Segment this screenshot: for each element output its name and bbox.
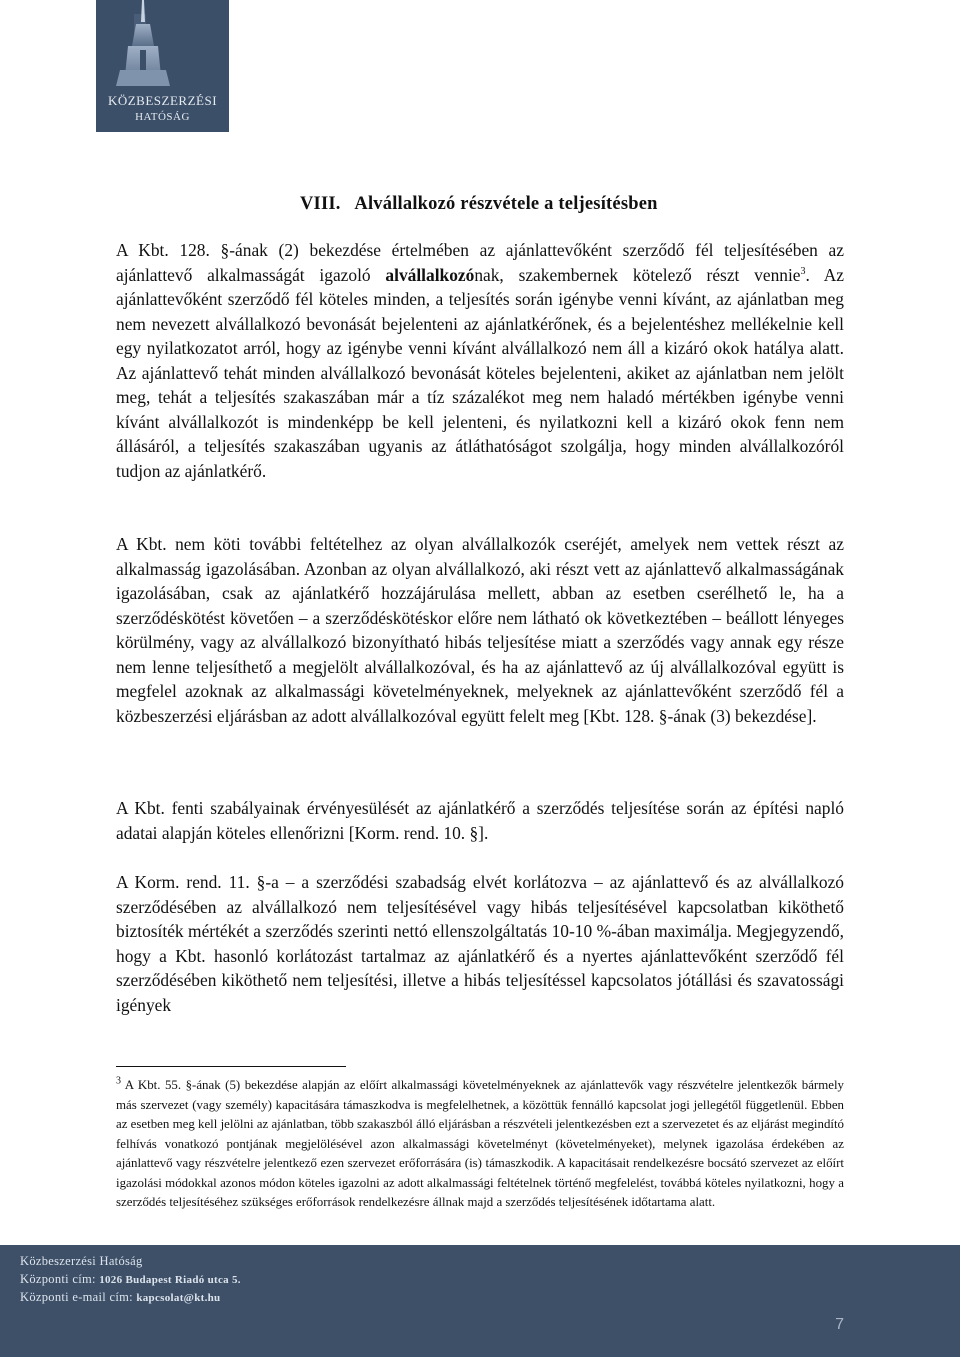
footnote-divider	[116, 1066, 346, 1067]
logo-text-line2: HATÓSÁG	[135, 111, 190, 123]
footer-email	[20, 1290, 220, 1305]
logo	[96, 0, 229, 132]
footer-address-label: Központi cím:	[20, 1272, 100, 1286]
footnote	[116, 1076, 844, 1213]
p1-bold-term: alvállalkozó	[385, 264, 475, 285]
logo-text-line1: KÖZBESZERZÉSI	[107, 93, 218, 108]
footnote-number: 3	[116, 1075, 121, 1087]
section-title: Alvállalkozó részvétele a teljesítésben	[354, 194, 658, 214]
p1-part-a: A Kbt. 128. §-ának (2) bekezdése értelmében az ajánlattevőként szerződő fél teljesítésében az ajánlattevő alkalmasságát igazoló	[116, 240, 844, 285]
paragraph-2: A Kbt. nem köti további feltételhez az olyan alvállalkozók cseréjét, amelyek nem vettek részt az alkalmasság igazolásában. Azonban az olyan alvállalkozó, aki részt vett az ajánlattevő alkalmasságának igazolásában, csak az ajánlatkérő hozzájárulása mellett, abban az esetben cserélhető le, ha a szerződéskötést követően – a szerződéskötéskor előre nem látható ok következtében – beállott lényeges körülmény, vagy az alvállalkozó bizonyítható hibás teljesítése miatt a szerződés vagy annak egy része nem lenne teljesíthető a megjelölt alvállalkozóval, és ha az ajánlattevő az új alvállalkozóval együtt is megfelel azoknak az alkalmassági követelményeknek, melyeknek az ajánlattevőként szerződő fél a közbeszerzési eljárásban az adott alvállalkozóval együtt felelt meg [Kbt. 128. §-ának (3) bekezdése].	[116, 534, 844, 726]
parliament-dome-icon	[96, 0, 229, 90]
p1-part-b: nak, szakembernek kötelező részt vennie	[474, 264, 801, 285]
footer-org: Közbeszerzési Hatóság	[20, 1254, 143, 1268]
paragraph-3: A Kbt. fenti szabályainak érvényesülését az ajánlatkérő a szerződés teljesítése során az építési napló adatai alapján köteles ellenőrizni [Korm. rend. 10. §].	[116, 798, 844, 843]
page-number: 7	[835, 1316, 844, 1333]
section-heading	[300, 194, 658, 215]
footer-address	[20, 1272, 241, 1287]
footnote-ref[interactable]: 3	[800, 265, 806, 277]
footer-email-link[interactable]: kapcsolat@kt.hu	[136, 1292, 221, 1304]
p1-part-c: . Az ajánlattevőként szerződő fél köteles minden, a teljesítés során igénybe venni kívánt, az ajánlatban meg nem nevezett alvállalkozó bevonását bejelenteni az ajánlatkérőnek, és a bejelentéshez mellékelnie kell egy nyilatkozatot arról, hogy az igénybe venni kívánt alvállalkozó nem áll a kizáró okok hatálya alatt. Az ajánlattevő tehát minden alvállalkozó bevonását köteles bejelenteni, akiket az ajánlatban nem jelölt meg, tehát a teljesítés szakaszában már a tíz százalékot meg nem haladó mértékben igénybe venni kívánt alvállalkozót is mindenképp be kell jelenteni, és nyilatkozni kell a kizáró okok fenn nem állásáról, a teljesítés szakaszában ugyanis az átláthatóságot szolgálja, hogy minden alvállalkozóról tudjon az ajánlatkérő.	[116, 264, 844, 481]
footer-email-label: Központi e-mail cím:	[20, 1290, 137, 1304]
paragraph-1	[116, 238, 844, 483]
page-footer	[0, 1245, 960, 1357]
paragraph-4: A Korm. rend. 11. §-a – a szerződési szabadság elvét korlátozva – az ajánlattevő és az alvállalkozó szerződésében az alvállalkozó nem teljesítésével vagy hibás teljesítésével kapcsolatban kiköthető biztosíték mértékét a szerződés szerinti nettó ellenszolgáltatás 10-10 %-ában maximálja. Megjegyzendő, hogy a Kbt. hasonló korlátozást tartalmaz az ajánlatkérő és a nyertes ajánlattevőként szerződő fél szerződésében kiköthető nem teljesítési, illetve a hibás teljesítéssel kapcsolatos jótállási és szavatossági igények	[116, 872, 844, 1015]
footer-address-value: 1026 Budapest Riadó utca 5.	[99, 1274, 241, 1286]
footnote-text: A Kbt. 55. §-ának (5) bekezdése alapján az előírt alkalmassági követelményeknek az ajánlattevők vagy részvételre jelentkezők bármely más szervezet (vagy személy) kapacitására támaszkodva is megfelelhetnek, a közöttük fennálló kapcsolat jogi jellegétől függetlenül. Ebben az esetben meg kell jelölni az ajánlatban, több szakaszból álló eljárásban a részvételi jelentkezésben ezt a szervezetet és az eljárást megindító felhívás vonatkozó pontjának megjelölésével azon alkalmassági követelményt (követelményeket), melynek igazolása érdekében az ajánlattevő vagy részvételre jelentkező ezen szervezet erőforrására (is) támaszkodik. A kapacitásait rendelkezésre bocsátó szervezet az előírt igazolási módokkal azonos módon köteles igazolni az adott alkalmassági feltételnek történő megfelelést, továbbá köteles nyilatkozni, hogy a szerződés teljesítéséhez szükséges erőforrások rendelkezésre állnak majd a szerződés teljesítésének időtartama alatt.	[116, 1078, 844, 1209]
section-number: VIII.	[300, 194, 341, 214]
